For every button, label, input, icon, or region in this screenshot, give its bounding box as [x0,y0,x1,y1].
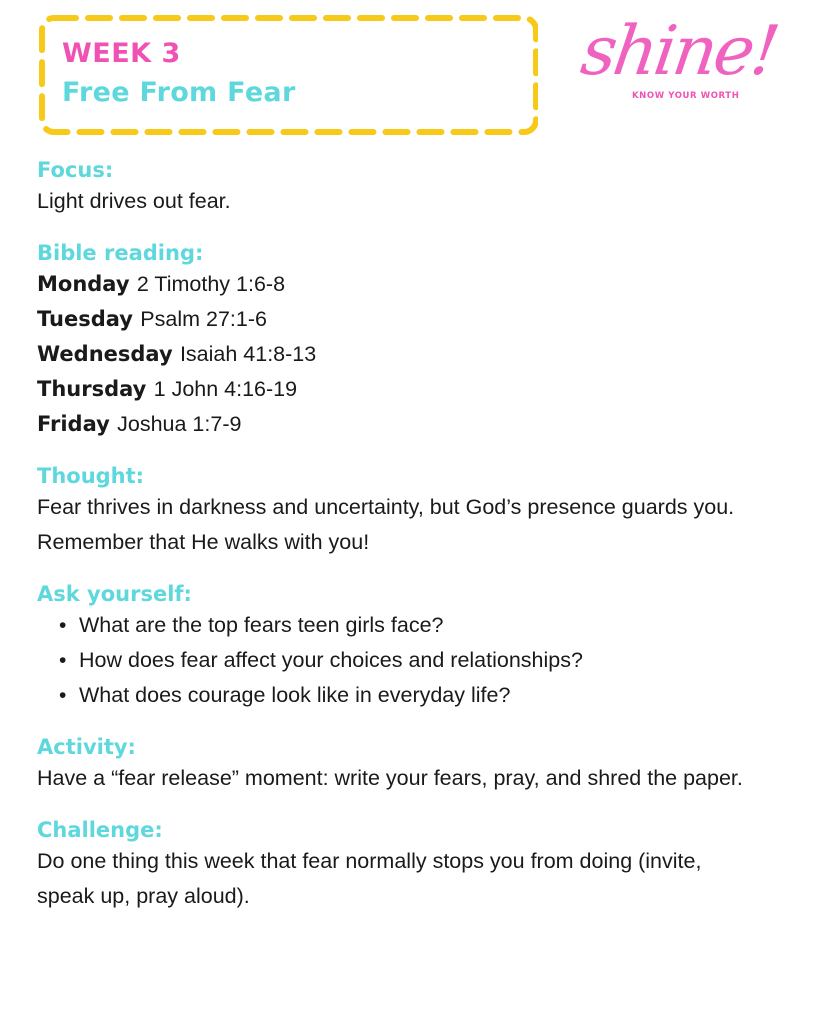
thought-heading: Thought: [37,464,145,488]
challenge-line-1: Do one thing this week that fear normally stops you from doing (invite, [37,849,702,873]
dashed-border [38,14,538,138]
reading-row-friday [37,407,797,442]
activity-section [37,733,797,796]
list-item [59,643,797,678]
list-item [59,608,797,643]
challenge-heading: Challenge: [37,818,163,842]
week-title-box [38,14,538,134]
question-text: What are the top fears teen girls face? [79,613,444,637]
question-text: How does fear affect your choices and relationships? [79,648,583,672]
bullet-icon: • [59,614,67,637]
reading-day: Wednesday [37,342,180,366]
thought-line-2: Remember that He walks with you! [37,530,370,554]
logo-wordmark: shine! [576,12,782,91]
activity-text: Have a “fear release” moment: write your fears, pray, and shred the paper. [37,766,743,790]
week-title: Free From Fear [62,77,296,108]
reading-row-wednesday [37,337,797,372]
reading-day: Monday [37,272,137,296]
shine-logo [576,12,782,108]
reading-row-monday [37,267,797,302]
question-list [37,608,797,713]
week-label: WEEK 3 [62,38,181,69]
bullet-icon: • [59,684,67,707]
thought-section [37,462,797,560]
reading-reference: Isaiah 41:8-13 [179,342,317,366]
ask-yourself-heading: Ask yourself: [37,582,192,606]
question-text: What does courage look like in everyday life? [79,683,511,707]
reading-day: Thursday [37,377,154,401]
reading-reference: Psalm 27:1-6 [140,307,267,331]
focus-heading: Focus: [37,158,114,182]
reading-row-thursday [37,372,797,407]
reading-reference: 2 Timothy 1:6-8 [136,272,286,296]
thought-line-1: Fear thrives in darkness and uncertainty, but God’s presence guards you. [37,495,735,519]
list-item [59,678,797,713]
logo-tagline: KNOW YOUR WORTH [632,91,740,101]
ask-yourself-section [37,580,797,713]
reading-day: Friday [37,412,118,436]
activity-heading: Activity: [37,735,136,759]
bible-reading-heading: Bible reading: [37,241,204,265]
challenge-line-2: speak up, pray aloud). [37,884,250,908]
bullet-icon: • [59,649,67,672]
reading-row-tuesday [37,302,797,337]
reading-reference: 1 John 4:16-19 [153,377,298,401]
reading-day: Tuesday [37,307,141,331]
challenge-section [37,816,797,914]
focus-section [37,156,797,219]
bible-reading-section [37,239,797,442]
devotional-content [37,156,797,934]
reading-reference: Joshua 1:7-9 [117,412,242,436]
focus-text: Light drives out fear. [37,189,231,213]
